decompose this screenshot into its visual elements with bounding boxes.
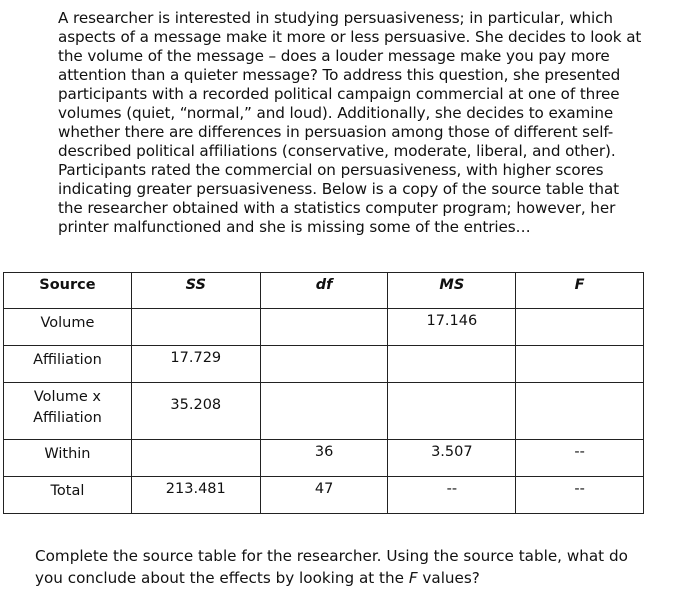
cell-source: Within	[4, 440, 132, 477]
cell-ms: --	[388, 477, 516, 514]
question-text	[35, 545, 635, 589]
header-df: df	[260, 273, 388, 309]
header-ms: MS	[388, 273, 516, 309]
question-italic-f: F	[408, 569, 418, 587]
table-row-affiliation	[4, 346, 644, 383]
cell-ms: 3.507	[388, 440, 516, 477]
cell-ms: 17.146	[388, 309, 516, 346]
cell-ss	[131, 440, 260, 477]
problem-description: A researcher is interested in studying persuasiveness; in particular, which aspects of a message make it more or less persuasive. She decides to look at the volume of the message – does a louder message make you pay more attention than a quieter message? To address this question, she presented participants with a recorded political campaign commercial at one of three volumes (quiet, “normal,” and loud). Additionally, she decides to examine whether there are differences in persuasion among those of different self-described political affiliations (conservative, moderate, liberal, and other). Participants rated the commercial on persuasiveness, with higher scores indicating greater persuasiveness. Below is a copy of the source table that the researcher obtained with a statistics computer program; however, her printer malfunctioned and she is missing some of the entries…	[58, 9, 642, 236]
cell-ms	[388, 346, 516, 383]
table-row-total	[4, 477, 644, 514]
anova-source-table	[3, 272, 644, 514]
cell-df	[260, 383, 388, 440]
cell-source-text: Volume x Affiliation	[33, 389, 102, 426]
question-after: values?	[417, 569, 480, 587]
cell-f: --	[516, 477, 644, 514]
cell-source: Volume	[4, 309, 132, 346]
cell-ss: 35.208	[131, 383, 260, 440]
header-f: F	[516, 273, 644, 309]
cell-source: Affiliation	[4, 346, 132, 383]
cell-df: 36	[260, 440, 388, 477]
cell-ss	[131, 309, 260, 346]
question-before: Complete the source table for the researcher. Using the source table, what do you conclude about the effects by looking at the	[35, 547, 628, 587]
header-ss: SS	[131, 273, 260, 309]
cell-df	[260, 309, 388, 346]
cell-f	[516, 383, 644, 440]
cell-f	[516, 309, 644, 346]
cell-ss: 213.481	[131, 477, 260, 514]
table-row-volume	[4, 309, 644, 346]
table-row-interaction	[4, 383, 644, 440]
cell-ss: 17.729	[131, 346, 260, 383]
cell-f: --	[516, 440, 644, 477]
cell-df: 47	[260, 477, 388, 514]
cell-ms	[388, 383, 516, 440]
cell-source	[4, 383, 132, 440]
header-source: Source	[4, 273, 132, 309]
cell-df	[260, 346, 388, 383]
cell-f	[516, 346, 644, 383]
table-header-row	[4, 273, 644, 309]
cell-source: Total	[4, 477, 132, 514]
table-row-within	[4, 440, 644, 477]
